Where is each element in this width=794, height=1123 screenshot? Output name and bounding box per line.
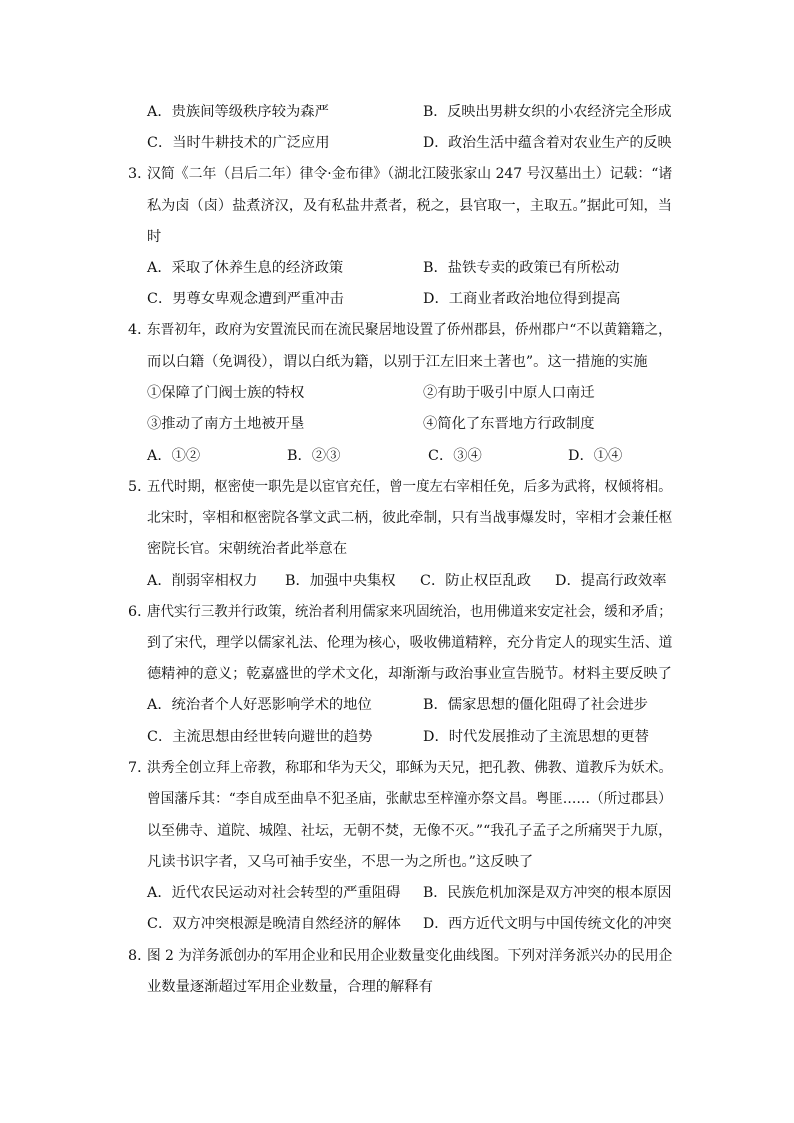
question-number-5: 5． bbox=[128, 479, 152, 495]
q4-stem-line-1: 东晋初年，政府为安置流民而在流民聚居地设置了侨州郡县，侨州郡户“不以黄籍籍之， bbox=[147, 322, 672, 338]
q6-stem-line-3: 德精神的意义；乾嘉盛世的学术文化，却渐渐与政治事业宣告脱节。材料主要反映了 bbox=[147, 666, 672, 682]
q6-option-c: C．主流思想由经世转向避世的趋势 bbox=[147, 729, 373, 745]
q2-option-b: B．反映出男耕女织的小农经济完全形成 bbox=[423, 104, 672, 120]
q4-option-c: C．③④ bbox=[428, 448, 482, 464]
q4-option-a: A．①② bbox=[147, 448, 201, 464]
question-number-8: 8． bbox=[128, 948, 152, 964]
q5-stem-line-2: 北宋时，宰相和枢密院各掌文武二柄，彼此牵制，只有当战事爆发时，宰相才会兼任枢 bbox=[147, 510, 673, 526]
q2-option-d: D．政治生活中蕴含着对农业生产的反映 bbox=[423, 135, 672, 151]
q5-option-a: A．削弱宰相权力 bbox=[147, 573, 258, 589]
q4-item-3: ③推动了南方土地被开垦 bbox=[147, 416, 305, 432]
q6-option-a: A．统治者个人好恶影响学术的地位 bbox=[147, 697, 372, 713]
q2-option-c: C．当时牛耕技术的广泛应用 bbox=[147, 135, 330, 151]
q4-option-b: B．②③ bbox=[287, 448, 341, 464]
q7-option-b: B．民族危机加深是双方冲突的根本原因 bbox=[423, 885, 672, 901]
q3-option-c: C．男尊女卑观念遭到严重冲击 bbox=[147, 291, 344, 307]
q6-stem-line-2: 到了宋代，理学以儒家礼法、伦理为核心，吸收佛道精粹，充分肯定人的现实生活、道 bbox=[147, 635, 673, 651]
question-number-7: 7． bbox=[128, 760, 152, 776]
q7-stem-line-4: 凡读书识字者，又乌可袖手安坐，不思一为之所也。”这反映了 bbox=[147, 854, 534, 870]
question-number-6: 6． bbox=[128, 604, 152, 620]
q5-option-b: B．加强中央集权 bbox=[285, 573, 396, 589]
q6-option-d: D．时代发展推动了主流思想的更替 bbox=[423, 729, 649, 745]
q7-stem-line-3: 以至佛寺、道院、城隍、社坛，无朝不焚，无像不灭。”“我孔子孟子之所痛哭于九原， bbox=[147, 823, 673, 839]
q7-stem-line-1: 洪秀全创立拜上帝教，称耶和华为天父，耶稣为天兄，把孔教、佛教、道教斥为妖术。 bbox=[147, 760, 673, 776]
q5-stem-line-3: 密院长官。宋朝统治者此举意在 bbox=[147, 541, 348, 557]
q7-option-a: A．近代农民运动对社会转型的严重阻碍 bbox=[147, 885, 401, 901]
q5-option-d: D．提高行政效率 bbox=[555, 573, 667, 589]
q2-option-a: A．贵族间等级秩序较为森严 bbox=[147, 104, 329, 120]
q4-item-4: ④简化了东晋地方行政制度 bbox=[423, 416, 595, 432]
q3-stem-line-2: 私为卤（卤）盐煮济汉，及有私盐井煮者，税之，县官取一，主取五。”据此可知，当 bbox=[147, 198, 672, 214]
q7-option-c: C．双方冲突根源是晚清自然经济的解体 bbox=[147, 916, 401, 932]
q6-stem-line-1: 唐代实行三教并行政策，统治者利用儒家来巩固统治，也用佛道来安定社会，缓和矛盾； bbox=[147, 604, 672, 620]
q4-stem-line-2: 而以白籍（免调役），谓以白纸为籍，以别于江左旧来土著也”。这一措施的实施 bbox=[147, 354, 648, 370]
q3-option-a: A．采取了休养生息的经济政策 bbox=[147, 260, 344, 276]
q3-stem-line-1: 汉简《二年（吕后二年）律令·金布律》（湖北江陵张家山 247 号汉墓出土）记载：“诸 bbox=[147, 166, 673, 182]
q8-stem-line-2: 业数量逐渐超过军用企业数量，合理的解释有 bbox=[147, 979, 433, 995]
q4-option-d: D．①④ bbox=[568, 448, 623, 464]
q5-stem-line-1: 五代时期，枢密使一职先是以宦官充任，曾一度左右宰相任免，后多为武将，权倾将相。 bbox=[147, 479, 672, 495]
q3-option-b: B．盐铁专卖的政策已有所松动 bbox=[423, 260, 620, 276]
q7-option-d: D．西方近代文明与中国传统文化的冲突 bbox=[423, 916, 672, 932]
q8-stem-line-1: 图 2 为洋务派创办的军用企业和民用企业数量变化曲线图。下列对洋务派兴办的民用企 bbox=[147, 948, 673, 964]
q3-stem-line-3: 时 bbox=[147, 229, 162, 245]
q3-option-d: D．工商业者政治地位得到提高 bbox=[423, 291, 621, 307]
q4-item-2: ②有助于吸引中原人口南迁 bbox=[423, 385, 595, 401]
question-number-3: 3． bbox=[128, 166, 152, 182]
question-number-4: 4． bbox=[128, 322, 152, 338]
q5-option-c: C．防止权臣乱政 bbox=[420, 573, 532, 589]
q7-stem-line-2: 曾国藩斥其：“李自成至曲阜不犯圣庙，张献忠至梓潼亦祭文昌。粤匪……（所过郡县） bbox=[147, 791, 672, 807]
q4-item-1: ①保障了门阀士族的特权 bbox=[147, 385, 305, 401]
q6-option-b: B．儒家思想的僵化阻碍了社会进步 bbox=[423, 697, 648, 713]
